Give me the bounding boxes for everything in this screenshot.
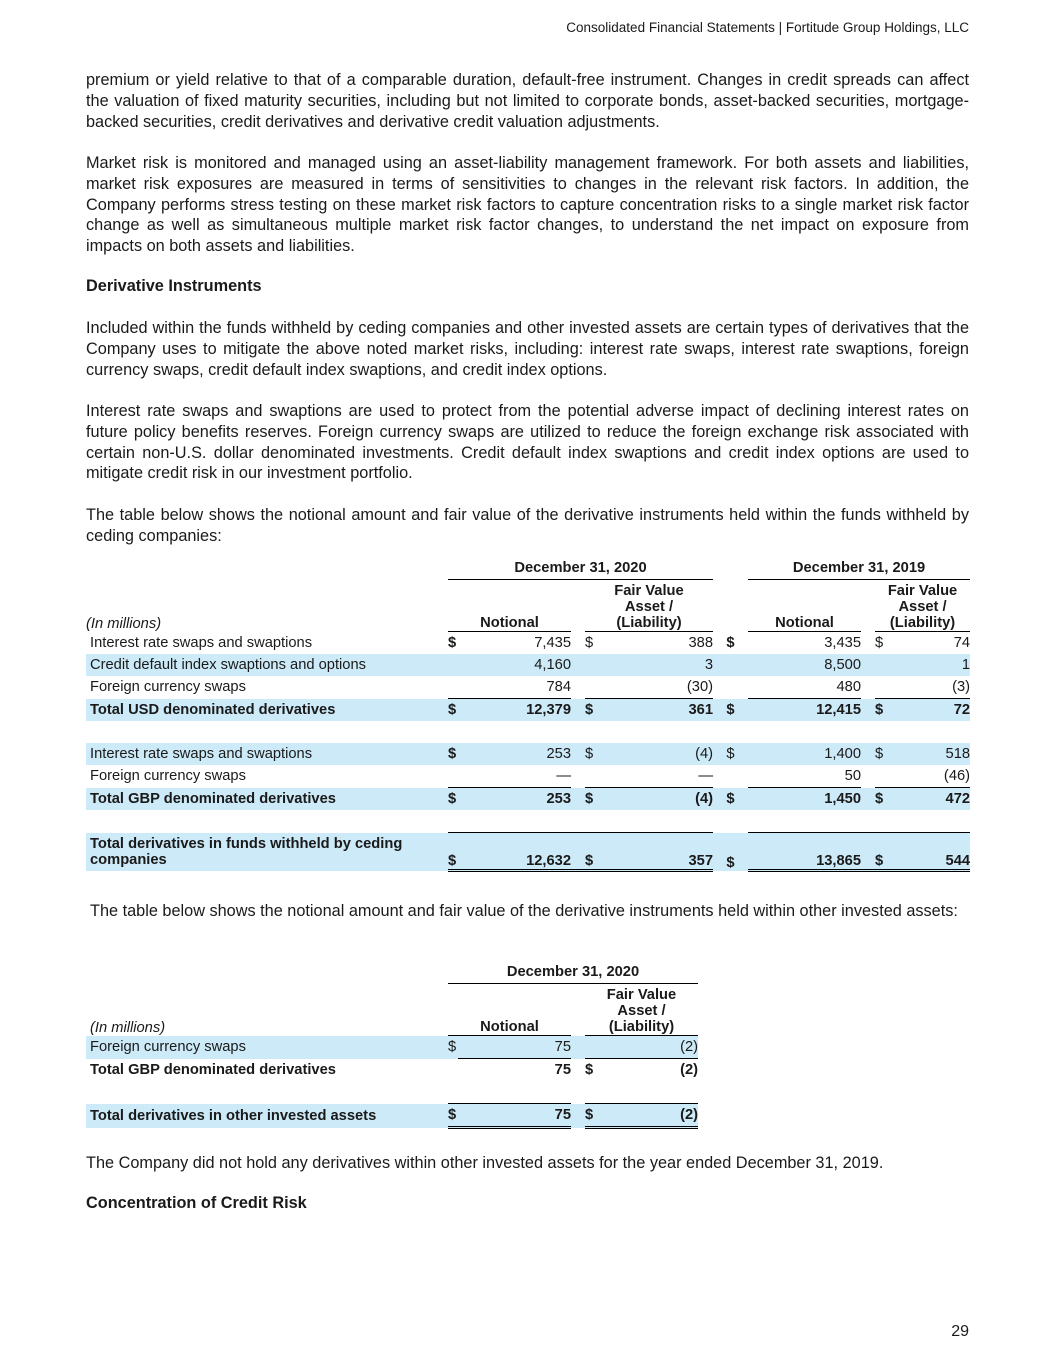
table-spacer <box>86 810 970 833</box>
table-row: Interest rate swaps and swaptions $ 253 $ (4) $ 1,400 $ 518 <box>86 743 970 765</box>
table-header-periods <box>86 557 970 580</box>
table-header-columns <box>86 580 970 632</box>
page-header: Consolidated Financial Statements | Fortitude Group Holdings, LLC <box>566 20 969 35</box>
period-header-2020: December 31, 2020 <box>448 961 698 984</box>
table-row-total: Total GBP denominated derivatives $ 253 $ (4) $ 1,450 $ 472 <box>86 788 970 811</box>
units-label: (In millions) <box>86 615 162 632</box>
period-header-2020: December 31, 2020 <box>448 557 713 580</box>
paragraph-derivative-types: Included within the funds withheld by ceding companies and other invested assets are certain types of derivatives that the Company uses to mitigate the above noted market risks, including: interest rate swaps, interest rate swaptions, foreign currency swaps, credit default index swaptions, and credit index options. <box>86 319 969 379</box>
col-notional-2020: Notional <box>448 984 571 1036</box>
heading-concentration-credit-risk: Concentration of Credit Risk <box>86 1194 307 1212</box>
col-fair-value-2019: Fair Value Asset / (Liability) <box>875 580 970 632</box>
table-row: Foreign currency swaps — — 50 (46) <box>86 765 970 788</box>
col-notional-2019: Notional <box>748 580 861 632</box>
paragraph-table2-intro: The table below shows the notional amount and fair value of the derivative instruments held within other invested assets: <box>90 902 958 920</box>
col-notional-2020: Notional <box>448 580 571 632</box>
table-header-periods <box>86 961 698 984</box>
paragraph-no-derivatives-2019: The Company did not hold any derivatives within other invested assets for the year ended December 31, 2019. <box>86 1154 884 1172</box>
page-number: 29 <box>951 1323 969 1340</box>
derivatives-other-invested-assets-table <box>86 961 698 1129</box>
paragraph-derivative-purpose: Interest rate swaps and swaptions are used to protect from the potential adverse impact of declining interest rates on future policy benefits reserves. Foreign currency swaps are utilized to reduce the foreign exchange risk associated with certain non-U.S. dollar denominated investments. Credit default index swaptions and credit index options are used to mitigate credit risk in our investment portfolio. <box>86 402 969 483</box>
heading-derivative-instruments: Derivative Instruments <box>86 277 262 295</box>
table-row: Credit default index swaptions and options 4,160 3 8,500 1 <box>86 654 970 676</box>
units-label: (In millions) <box>90 1019 166 1036</box>
table-row-grand-total: Total derivatives in funds withheld by ceding companies $ 12,632 $ 357 $ 13,865 $ 544 <box>86 833 970 871</box>
table-spacer <box>86 1081 698 1104</box>
paragraph-credit-spreads: premium or yield relative to that of a comparable duration, default-free instrument. Changes in credit spreads can affect the valuation of fixed maturity securities, including but not limited to corporate bonds, asset-backed securities, mortgage-backed securities, credit derivatives and derivative credit valuation adjustments. <box>86 71 969 131</box>
table-row-total: Total USD denominated derivatives $ 12,379 $ 361 $ 12,415 $ 72 <box>86 699 970 722</box>
table-spacer <box>86 721 970 743</box>
paragraph-market-risk: Market risk is monitored and managed using an asset-liability management framework. For both assets and liabilities, market risk exposures are measured in terms of sensitivities to changes in the relevant risk factors. In addition, the Company performs stress testing on these market risk factors to capture concentration risks to a single market risk factor change as well as simultaneous multiple market risk factor changes, to understand the net impact on exposure from impacts on both assets and liabilities. <box>86 154 969 256</box>
col-fair-value-2020: Fair Value Asset / (Liability) <box>585 984 698 1036</box>
derivatives-funds-withheld-table <box>86 557 970 872</box>
paragraph-table1-intro: The table below shows the notional amount and fair value of the derivative instruments held within the funds withheld by ceding companies: <box>86 506 969 545</box>
table-row: Foreign currency swaps 784 (30) 480 (3) <box>86 676 970 699</box>
table-row: Foreign currency swaps $ 75 (2) <box>86 1036 698 1059</box>
table-header-columns <box>86 984 698 1036</box>
table-row-total: Total GBP denominated derivatives 75 $ (2) <box>90 1061 699 1078</box>
col-fair-value-2020: Fair Value Asset / (Liability) <box>585 580 713 632</box>
table-row: Interest rate swaps and swaptions $ 7,435 $ 388 $ 3,435 $ 74 <box>90 634 971 651</box>
table-row-grand-total: Total derivatives in other invested assets $ 75 $ (2) <box>86 1104 698 1128</box>
period-header-2019: December 31, 2019 <box>748 557 970 580</box>
